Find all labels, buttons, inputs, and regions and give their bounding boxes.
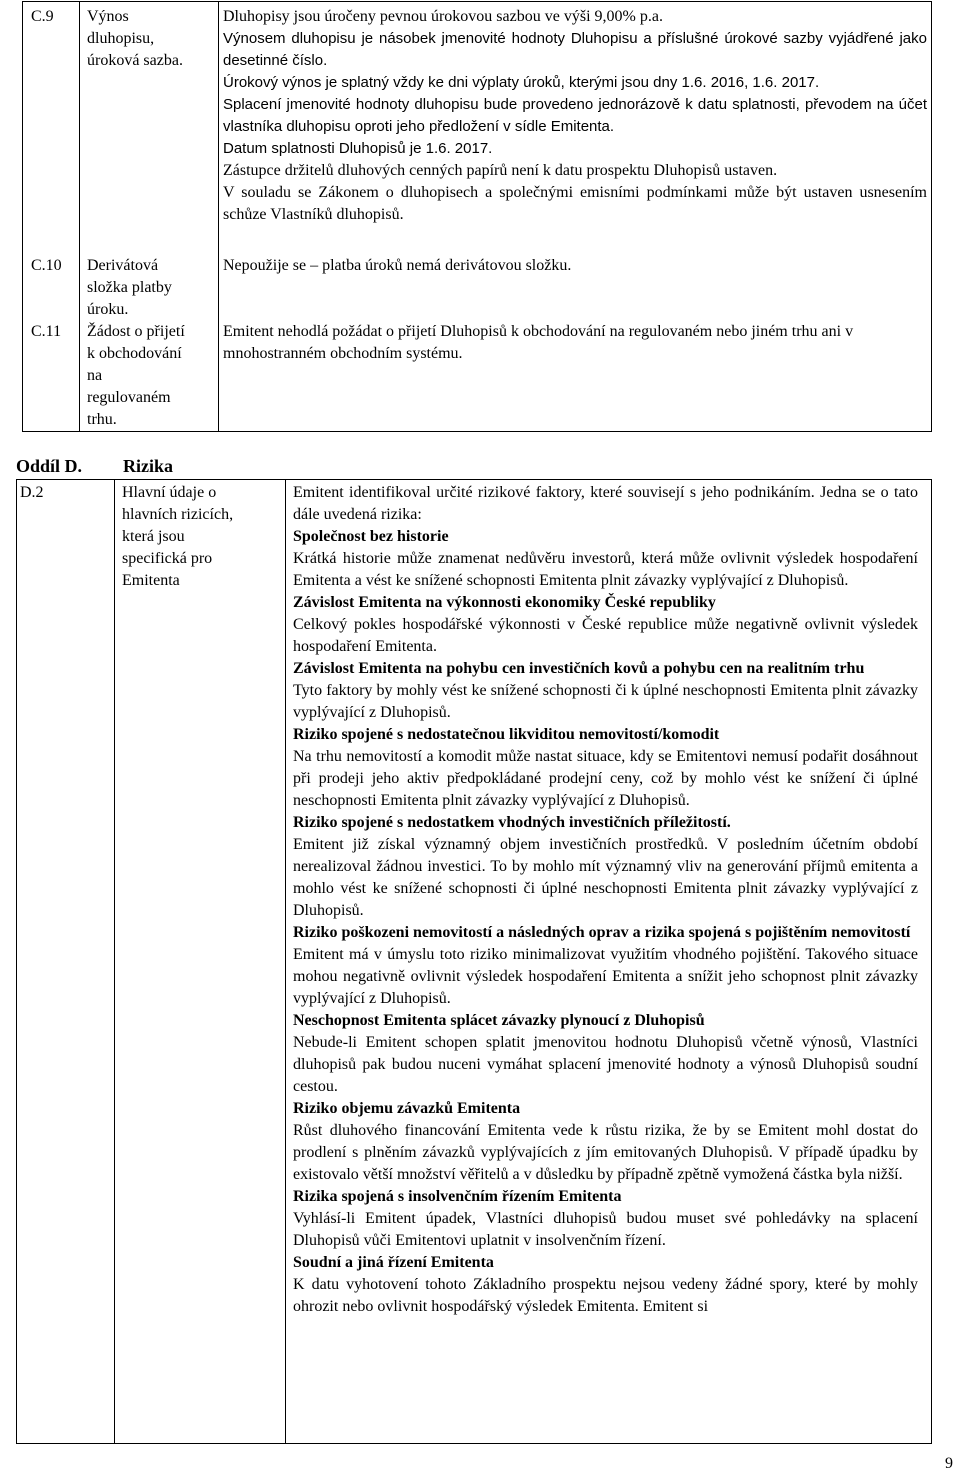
risk-title: Riziko spojené s nedostatečnou likviditou nemovitostí/komodit	[293, 726, 720, 743]
risk-title: Společnost bez historie	[293, 528, 449, 545]
risk-text: Vyhlásí-li Emitent úpadek, Vlastníci dluhopisů budou muset své pohledávky na splacení Dluhopisů vůči Emitentovi uplatnit v insolvenčním řízení.	[293, 1210, 918, 1249]
content-line: Úrokový výnos je splatný vždy ke dni výplaty úroků, kterými jsou dny 1.6. 2016, 1.6. 2017.	[223, 74, 820, 91]
row-content-c11: Emitent nehodlá požádat o přijetí Dluhopisů k obchodování na regulovaném nebo jiném trhu ani v mnohostranném obchodním systému.	[223, 323, 854, 362]
content-line: Dluhopisy jsou úročeny pevnou úrokovou sazbou ve výši 9,00% p.a.	[223, 8, 663, 25]
risk-title: Riziko poškozeni nemovitostí a následných oprav a rizika spojená s pojištěním nemovitostí	[293, 924, 911, 941]
risk-text: Růst dluhového financování Emitenta vede k růstu rizika, že by se Emitent mohl dostat do prodlení s plněním závazků vyplývajících z jím emitovaných Dluhopisů. V případě úpadku by existovalo větší množství věřitelů a v důsledku by případně zpětně vymožená částka byla nižší.	[293, 1122, 918, 1183]
row-id-d2: D.2	[20, 484, 44, 501]
risk-text: Tyto faktory by mohly vést ke snížené schopnosti či k úplné neschopnosti Emitenta plnit závazky vyplývající z Dluhopisů.	[293, 682, 918, 721]
risk-title: Riziko spojené s nedostatkem vhodných investičních příležitostí.	[293, 814, 731, 831]
section-d-title: Rizika	[123, 456, 174, 476]
row-label-c11: Žádost o přijetí k obchodování na regulovaném trhu.	[87, 323, 185, 428]
risk-intro: Emitent identifikoval určité rizikové faktory, které souvisejí s jeho podnikáním. Jedna se o tato dále uvedená rizika:	[293, 484, 918, 523]
risk-text: Krátká historie může znamenat nedůvěru investorů, která může ovlivnit výsledek hospodaření Emitenta a vést ke snížené schopnosti Emitenta plnit závazky vyplývající z Dluhopisů.	[293, 550, 918, 589]
risk-title: Riziko objemu závazků Emitenta	[293, 1100, 521, 1117]
risk-text: Na trhu nemovitostí a komodit může nastat situace, kdy se Emitentovi nemusí podařit dosáhnout při prodeji jeho aktiv předpokládané prodejní ceny, což by mohlo vést ke snížení či úplné neschopnosti Emitenta plnit závazky vyplývající z Dluhopisů.	[293, 748, 918, 809]
row-label-c10: Derivátová složka platby úroku.	[87, 257, 172, 318]
section-d-id: Oddíl D.	[16, 456, 83, 476]
risk-title: Soudní a jiná řízení Emitenta	[293, 1254, 494, 1271]
row-content-c9	[223, 6, 927, 226]
content-line: Datum splatnosti Dluhopisů je 1.6. 2017.	[223, 140, 493, 157]
content-line: Splacení jmenovité hodnoty dluhopisu bude provedeno jednorázově k datu splatnosti, převodem na účet vlastníka dluhopisu oproti jeho předložení v sídle Emitenta.	[223, 96, 927, 135]
row-content-c10: Nepoužije se – platba úroků nemá derivátovou složku.	[223, 257, 572, 274]
row-label-c9: Výnos dluhopisu, úroková sazba.	[87, 8, 183, 69]
section-d-heading	[16, 456, 276, 478]
risk-text: Emitent již získal významný objem investičních prostředků. V posledním účetním období nerealizoval žádnou investici. To by mohlo mít významný vliv na generování příjmů emitenta a mohlo vést ke snížené schopnosti či úplné neschopnosti Emitenta plnit závazky vyplývající z Dluhopisů.	[293, 836, 918, 919]
risk-text: Emitent má v úmyslu toto riziko minimalizovat využitím vhodného pojištění. Takového situace mohou negativně ovlivnit výsledek hospodaření Emitenta a snížit jeho schopnost plnit závazky vyplývající z Dluhopisů.	[293, 946, 918, 1007]
row-label-d2: Hlavní údaje o hlavních rizicích, která jsou specifická pro Emitenta	[122, 484, 234, 589]
column-divider	[285, 480, 286, 1443]
page-number: 9	[945, 1455, 953, 1472]
content-line: V souladu se Zákonem o dluhopisech a společnými emisními podmínkami může být ustaven usnesením schůze Vlastníků dluhopisů.	[223, 184, 927, 223]
column-divider	[218, 2, 219, 431]
risk-title: Rizika spojená s insolvenčním řízením Emitenta	[293, 1188, 622, 1205]
content-line: Výnosem dluhopisu je násobek jmenovité hodnoty Dluhopisu a příslušné úrokové sazby vyjádřené jako desetinné číslo.	[223, 30, 927, 69]
row-id-c10: C.10	[31, 257, 62, 274]
risk-title: Neschopnost Emitenta splácet závazky plynoucí z Dluhopisů	[293, 1012, 705, 1029]
row-id-c11: C.11	[31, 323, 62, 340]
content-line: Zástupce držitelů dluhových cenných papírů není k datu prospektu Dluhopisů ustaven.	[223, 162, 778, 179]
risk-text: Nebude-li Emitent schopen splatit jmenovitou hodnotu Dluhopisů včetně výnosů, Vlastníci dluhopisů pak budou nuceni vymáhat splacení jmenovité hodnoty a výnosů Dluhopisů soudní cestou.	[293, 1034, 918, 1095]
risk-title: Závislost Emitenta na pohybu cen investičních kovů a pohybu cen na realitním trhu	[293, 660, 865, 677]
column-divider	[114, 480, 115, 1443]
risk-list	[293, 482, 918, 1318]
risk-text: K datu vyhotovení tohoto Základního prospektu nejsou vedeny žádné spory, které by mohly ohrozit nebo ovlivnit hospodářský výsledek Emitenta. Emitent si	[293, 1276, 918, 1315]
column-divider	[79, 2, 80, 431]
section-c-table	[22, 1, 932, 432]
risk-text: Celkový pokles hospodářské výkonnosti v České republice může negativně ovlivnit výsledek hospodaření Emitenta.	[293, 616, 918, 655]
risk-title: Závislost Emitenta na výkonnosti ekonomiky České republiky	[293, 594, 716, 611]
row-id-c9: C.9	[31, 8, 54, 25]
section-d-table	[16, 479, 932, 1444]
